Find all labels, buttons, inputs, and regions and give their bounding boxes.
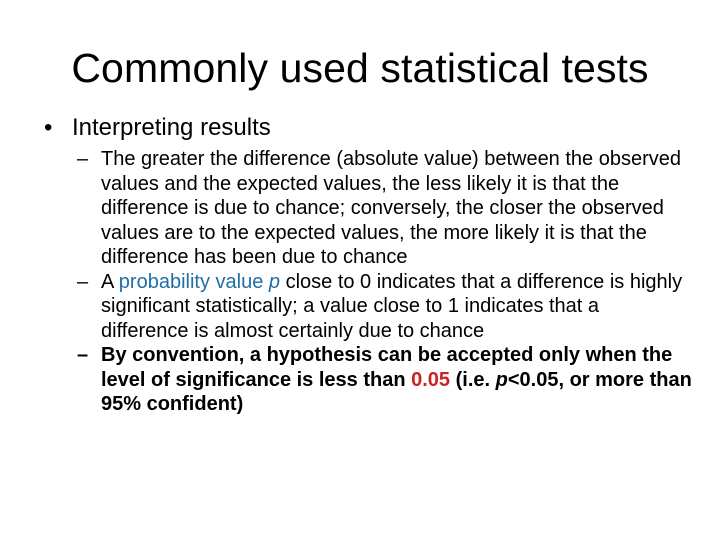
dash-marker: – xyxy=(77,148,89,170)
probability-value-term: probability value xyxy=(118,270,269,293)
slide-title: Commonly used statistical tests xyxy=(71,45,649,91)
sub-item-middle: (i.e. xyxy=(450,368,496,391)
sub-item-prefix: By convention, a hypothesis can be accepted only when the level of significance is less than xyxy=(101,344,673,391)
sub-item-suffix: close to 0 indicates that a difference is highly significant statistically; a value close to 1 indicates that a difference is almost certainly due to chance xyxy=(101,270,683,342)
sub-item-suffix: <0.05, or more than 95% confident) xyxy=(101,368,692,415)
bullet-interpreting-results xyxy=(44,113,684,143)
sub-item-text: The greater the difference (absolute value) between the observed values and the expected values, the less likely it is that the difference is due to chance; conversely, the closer the observed values are to the expected values, the more likely it is that the difference has been due to chance xyxy=(101,148,681,268)
sub-item-prefix: A xyxy=(101,270,119,293)
sub-item-convention xyxy=(77,343,692,417)
probability-var-p: p xyxy=(268,270,281,293)
sub-bullet-list xyxy=(77,147,692,417)
significance-threshold: 0.05 xyxy=(411,368,451,391)
dash-marker: – xyxy=(77,344,89,366)
dash-marker: – xyxy=(77,270,89,293)
sub-item-difference xyxy=(77,147,692,270)
sub-item-probability xyxy=(77,270,692,344)
bullet-text: Interpreting results xyxy=(72,114,271,141)
bullet-marker: • xyxy=(44,114,53,141)
var-p: p xyxy=(495,368,508,391)
